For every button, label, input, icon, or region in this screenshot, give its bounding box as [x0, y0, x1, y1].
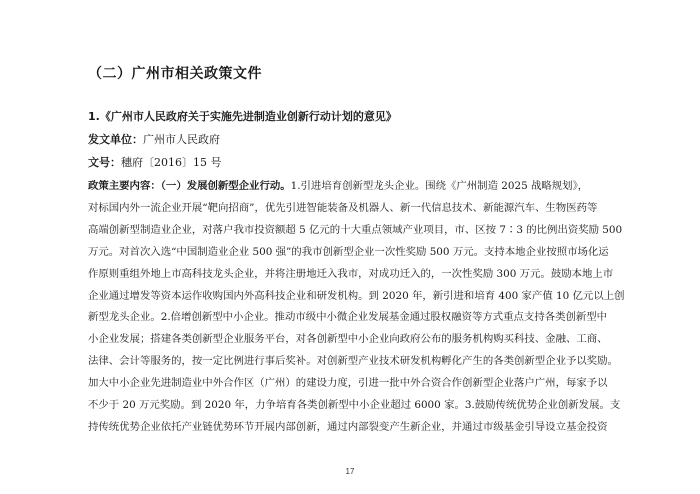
content-line: 小企业发展；搭建各类创新型企业服务平台，对各创新型中小企业向政府公布的服务机构购买科技、金融、工商、 [88, 333, 608, 346]
content-heading: （一）发展创新型企业行动。 [160, 180, 291, 192]
content-line: 高端创新型制造业企业，对落户我市投资额超 5 亿元的十大重点领域产业项目，市、区按 7∶3 的比例出资奖励 500 [88, 223, 623, 236]
issuer-label: 发文单位： [88, 133, 143, 146]
document-title: 1.《广州市人民政府关于实施先进制造业创新行动计划的意见》 [88, 110, 397, 123]
content-line: 企业通过增发等资本运作收购国内外高科技企业和研发机构。到 2020 年，新引进和培育 400 家产值 10 亿元以上创 [88, 289, 625, 302]
document-number-label: 文号： [88, 156, 121, 169]
policy-content [88, 176, 648, 439]
section-heading: （二）广州市相关政策文件 [88, 66, 262, 82]
content-line: 法律、会计等服务的，按一定比例进行事后奖补。对创新型产业技术研发机构孵化产生的各类创新型企业予以奖励。 [88, 355, 618, 368]
content-line: 作原则重组外地上市高科技龙头企业，并将注册地迁入我市，对成功迁入的，一次性奖励 300 万元。鼓励本地上市 [88, 267, 614, 280]
content-line: 持传统优势企业依托产业链优势环节开展内部创新，通过内部裂变产生新企业，并通过市级基金引导设立基金投资 [88, 420, 608, 433]
issuer-value: 广州市人民政府 [143, 133, 220, 146]
content-text: 1.引进培育创新型龙头企业。围绕《广州制造 2025 战略规划》， [290, 180, 589, 192]
content-line: 万元。对首次入选“中国制造业企业 500 强”的我市创新型企业一次性奖励 500 万元。支持本地企业按照市场化运 [88, 245, 609, 258]
page-number: 17 [345, 467, 355, 476]
content-line: 新型龙头企业。2.倍增创新型中小企业。推动市级中小微企业发展基金通过股权融资等方式重点支持各类创新型中 [88, 311, 608, 324]
issuer-row [88, 131, 220, 147]
content-line: 不少于 20 万元奖励。到 2020 年，力争培育各类创新型中小企业超过 6000 家。3.鼓励传统优势企业创新发展。支 [88, 399, 621, 412]
content-line: 对标国内外一流企业开展“靶向招商”，优先引进智能装备及机器人、新一代信息技术、新能源汽车、生物医药等 [88, 201, 598, 214]
content-line-0 [88, 176, 648, 198]
content-line: 加大中小企业先进制造业中外合作区（广州）的建设力度，引进一批中外合资合作创新型企业落户广州，每家予以 [88, 377, 608, 390]
document-number-value: 穗府〔2016〕15 号 [121, 156, 222, 169]
document-number-row [88, 154, 222, 170]
content-label: 政策主要内容： [88, 180, 161, 192]
